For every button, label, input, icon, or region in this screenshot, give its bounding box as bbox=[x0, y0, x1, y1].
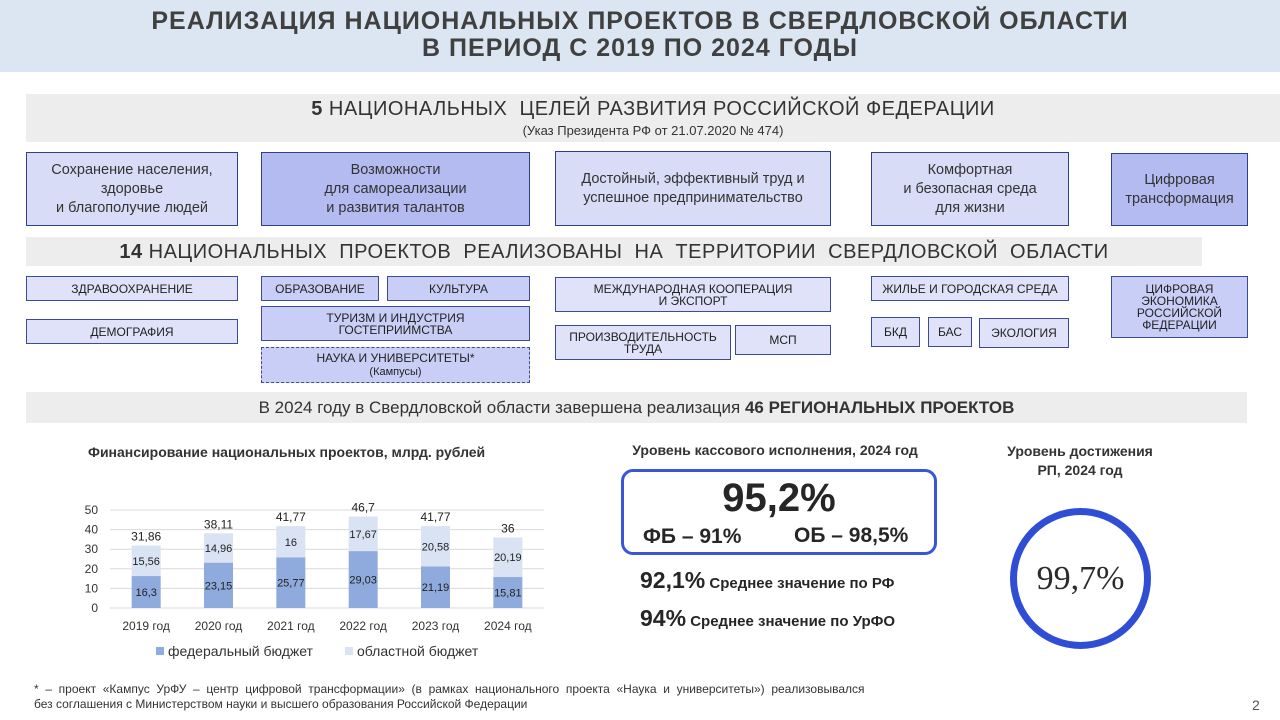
execution-ob: ОБ – 98,5% bbox=[794, 524, 909, 547]
data-label-total: 36 bbox=[501, 521, 515, 536]
goal-comfortable-environment: Комфортная и безопасная среда для жизни bbox=[871, 152, 1069, 226]
projects-heading-text: НАЦИОНАЛЬНЫХ ПРОЕКТОВ РЕАЛИЗОВАНЫ НА ТЕРРИТОРИИ СВЕРДЛОВСКОЙ ОБЛАСТИ bbox=[142, 241, 1109, 263]
goal-population-health: Сохранение населения, здоровье и благополучие людей bbox=[26, 152, 238, 226]
goal-decent-work: Достойный, эффективный труд и успешное предпринимательство bbox=[555, 151, 831, 226]
page-title-line1: РЕАЛИЗАЦИЯ НАЦИОНАЛЬНЫХ ПРОЕКТОВ В СВЕРДЛОВСКОЙ ОБЛАСТИ bbox=[151, 7, 1129, 35]
regional-statement bbox=[26, 398, 1247, 418]
y-tick-label: 50 bbox=[84, 503, 98, 517]
page-number: 2 bbox=[1252, 697, 1260, 713]
project-science bbox=[261, 347, 530, 383]
achievement-value: 99,7% bbox=[1036, 559, 1125, 597]
projects-heading bbox=[26, 240, 1202, 264]
footnote-line1: * – проект «Кампус УрФУ – центр цифровой трансформации» (в рамках национального проекта «Наука и университеты») реализовывался bbox=[34, 682, 865, 696]
y-tick-label: 10 bbox=[84, 581, 98, 596]
project-culture: КУЛЬТУРА bbox=[387, 276, 530, 301]
project-bas: БАС bbox=[928, 317, 972, 347]
y-tick-label: 20 bbox=[84, 561, 98, 576]
regional-count: 46 РЕГИОНАЛЬНЫХ ПРОЕКТОВ bbox=[744, 398, 1015, 417]
page-title-line2: В ПЕРИОД С 2019 ПО 2024 ГОДЫ bbox=[422, 34, 858, 62]
data-label-federal: 29,03 bbox=[349, 574, 377, 587]
urfo-average-label: Среднее значение по УрФО bbox=[686, 613, 896, 630]
y-tick-label: 0 bbox=[91, 601, 98, 615]
legend-swatch-regional bbox=[345, 647, 353, 655]
project-demography: ДЕМОГРАФИЯ bbox=[26, 319, 238, 344]
data-label-federal: 16,3 bbox=[135, 587, 157, 600]
x-tick-label: 2023 год bbox=[411, 619, 460, 633]
rf-average bbox=[640, 567, 894, 594]
project-digital-economy: ЦИФРОВАЯ ЭКОНОМИКА РОССИЙСКОЙ ФЕДЕРАЦИИ bbox=[1111, 276, 1248, 338]
x-tick-label: 2024 год bbox=[484, 619, 532, 633]
project-education: ОБРАЗОВАНИЕ bbox=[261, 276, 379, 301]
execution-box bbox=[621, 469, 937, 555]
projects-count: 14 bbox=[119, 241, 143, 263]
project-msp: МСП bbox=[735, 325, 831, 355]
data-label-regional: 20,19 bbox=[494, 552, 522, 565]
execution-fb: ФБ – 91% bbox=[643, 525, 742, 548]
data-label-total: 31,86 bbox=[131, 529, 162, 544]
data-label-total: 41,77 bbox=[275, 510, 306, 525]
goal-digital-transformation: Цифровая трансформация bbox=[1111, 153, 1248, 226]
achievement-title-line1: Уровень достижения bbox=[1007, 443, 1153, 459]
project-ecology: ЭКОЛОГИЯ bbox=[979, 318, 1069, 348]
goals-heading-text: НАЦИОНАЛЬНЫХ ЦЕЛЕЙ РАЗВИТИЯ РОССИЙСКОЙ ФЕДЕРАЦИИ bbox=[322, 98, 995, 120]
rf-average-value: 92,1% bbox=[640, 567, 706, 593]
decree-reference: (Указ Президента РФ от 21.07.2020 № 474) bbox=[522, 123, 784, 138]
project-health: ЗДРАВООХРАНЕНИЕ bbox=[26, 276, 238, 301]
x-tick-label: 2019 год bbox=[122, 619, 170, 633]
data-label-federal: 15,81 bbox=[494, 587, 522, 600]
y-tick-label: 30 bbox=[84, 542, 98, 557]
data-label-regional: 20,58 bbox=[421, 541, 450, 554]
page-title bbox=[0, 8, 1280, 62]
achievement-title bbox=[980, 442, 1180, 480]
execution-main-value: 95,2% bbox=[722, 476, 836, 520]
project-international-cooperation: МЕЖДУНАРОДНАЯ КООПЕРАЦИЯ И ЭКСПОРТ bbox=[555, 277, 831, 312]
urfo-average-value: 94% bbox=[640, 605, 687, 631]
data-label-total: 46,7 bbox=[351, 500, 375, 515]
data-label-regional: 15,56 bbox=[132, 555, 160, 568]
data-label-regional: 14,96 bbox=[204, 542, 233, 555]
data-label-federal: 21,19 bbox=[421, 582, 450, 595]
data-label-regional: 16 bbox=[284, 536, 297, 549]
regional-text: В 2024 году в Свердловской области завершена реализация bbox=[258, 398, 745, 417]
achievement-title-line2: РП, 2024 год bbox=[1037, 462, 1123, 478]
x-tick-label: 2021 год bbox=[267, 619, 315, 633]
project-tourism: ТУРИЗМ И ИНДУСТРИЯ ГОСТЕПРИИМСТВА bbox=[261, 306, 530, 341]
goals-count: 5 bbox=[311, 98, 323, 120]
financing-chart bbox=[60, 470, 560, 670]
data-label-total: 38,11 bbox=[203, 517, 234, 532]
footnote-line2: без соглашения с Министерством науки и высшего образования Российской Федерации bbox=[34, 697, 528, 711]
project-productivity: ПРОИЗВОДИТЕЛЬНОСТЬ ТРУДА bbox=[555, 325, 731, 360]
data-label-federal: 25,77 bbox=[277, 577, 305, 590]
legend-swatch-federal bbox=[156, 647, 164, 655]
legend-label-federal: федеральный бюджет bbox=[168, 643, 313, 659]
project-science-sub: (Кампусы) bbox=[369, 366, 422, 378]
legend-label-regional: областной бюджет bbox=[357, 643, 479, 659]
goal-self-realization: Возможности для самореализации и развития талантов bbox=[261, 152, 530, 226]
y-tick-label: 40 bbox=[84, 522, 98, 537]
footnote bbox=[34, 682, 1238, 712]
project-housing: ЖИЛЬЕ И ГОРОДСКАЯ СРЕДА bbox=[871, 276, 1069, 301]
execution-title: Уровень кассового исполнения, 2024 год bbox=[632, 442, 918, 458]
goals-heading bbox=[26, 97, 1280, 121]
achievement-circle bbox=[1010, 508, 1151, 649]
x-tick-label: 2020 год bbox=[194, 619, 243, 633]
chart-title: Финансирование национальных проектов, млрд. рублей bbox=[88, 444, 486, 460]
data-label-federal: 23,15 bbox=[204, 580, 233, 593]
x-tick-label: 2022 год bbox=[339, 619, 387, 633]
urfo-average bbox=[640, 605, 895, 632]
rf-average-label: Среднее значение по РФ bbox=[705, 575, 895, 592]
project-bkd: БКД bbox=[871, 317, 920, 347]
data-label-total: 41,77 bbox=[420, 510, 451, 525]
project-science-label: НАУКА И УНИВЕРСИТЕТЫ* bbox=[316, 351, 475, 365]
data-label-regional: 17,67 bbox=[349, 528, 377, 541]
